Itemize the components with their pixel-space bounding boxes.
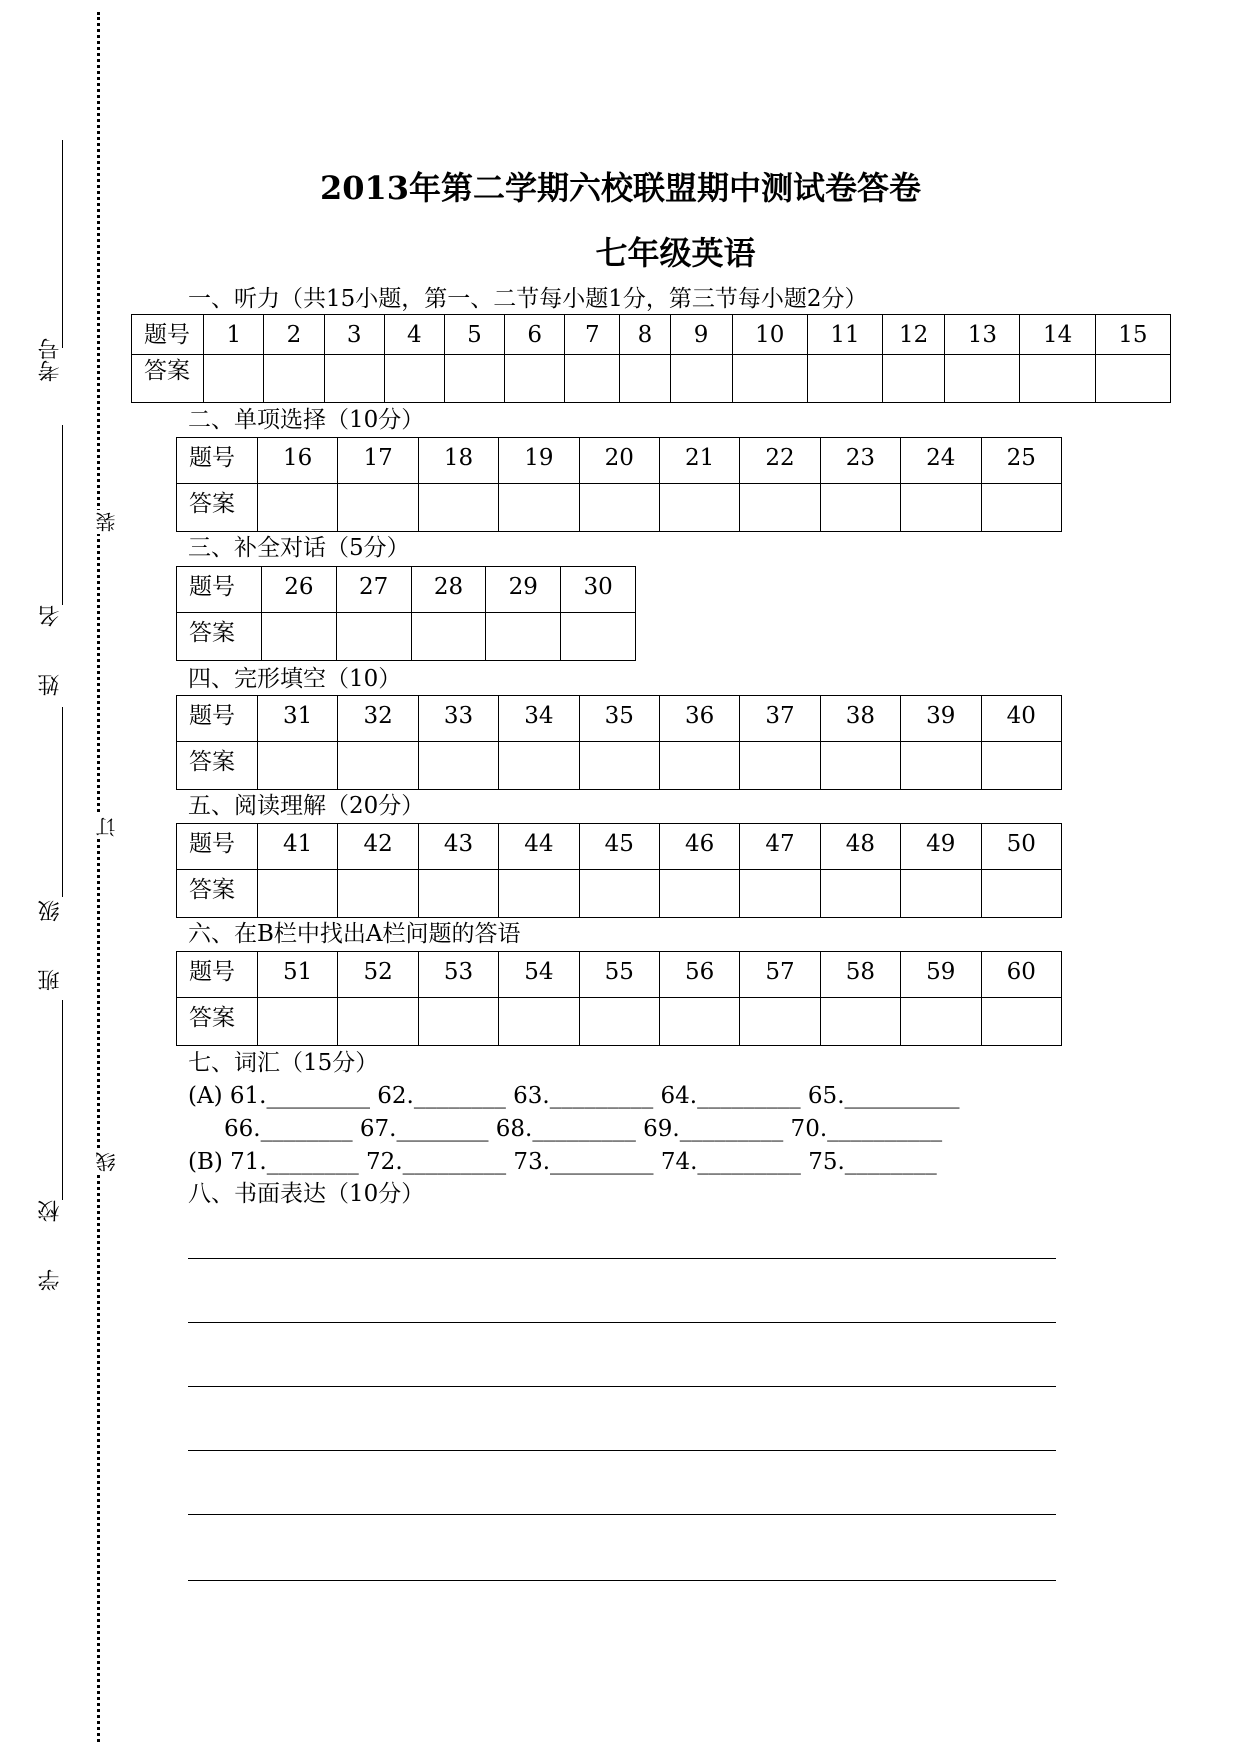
vocab-line-b: (B) 71.________ 72._________ 73._________ 74._________ 75.________ — [188, 1149, 937, 1175]
answer-cell[interactable] — [981, 484, 1061, 532]
answer-cell[interactable] — [659, 998, 739, 1046]
writing-line — [188, 1258, 1056, 1259]
question-number-cell: 10 — [732, 315, 807, 355]
answer-cell[interactable] — [505, 355, 565, 403]
answer-cell[interactable] — [264, 355, 324, 403]
section-1-number-row — [132, 315, 1171, 355]
section-3-number-row — [177, 567, 636, 613]
vocab-line-a2: 66.________ 67.________ 68._________ 69._________ 70.__________ — [224, 1116, 943, 1142]
answer-cell[interactable] — [1095, 355, 1170, 403]
answer-cell[interactable] — [620, 355, 670, 403]
question-number-cell: 41 — [258, 824, 338, 870]
question-number-cell: 14 — [1020, 315, 1095, 355]
answer-cell[interactable] — [338, 742, 418, 790]
question-number-cell: 48 — [820, 824, 900, 870]
answer-cell[interactable] — [561, 613, 636, 661]
section-2-heading: 二、单项选择（10分） — [188, 407, 425, 433]
class-line — [62, 707, 63, 897]
question-number-cell: 40 — [981, 696, 1061, 742]
question-number-cell: 9 — [670, 315, 732, 355]
question-number-cell: 52 — [338, 952, 418, 998]
section-2-number-row — [177, 438, 1062, 484]
answer-cell[interactable] — [262, 613, 337, 661]
question-number-label: 题号 — [177, 952, 258, 998]
answer-cell[interactable] — [1020, 355, 1095, 403]
answer-cell[interactable] — [579, 998, 659, 1046]
question-number-cell: 36 — [659, 696, 739, 742]
question-number-cell: 43 — [418, 824, 498, 870]
section-3-heading: 三、补全对话（5分） — [188, 535, 410, 561]
question-number-cell: 38 — [820, 696, 900, 742]
question-number-cell: 51 — [258, 952, 338, 998]
question-number-cell: 8 — [620, 315, 670, 355]
section-4-heading: 四、完形填空（10） — [188, 666, 402, 692]
question-number-cell: 2 — [264, 315, 324, 355]
answer-cell[interactable] — [418, 998, 498, 1046]
name-line — [62, 425, 63, 605]
question-number-cell: 20 — [579, 438, 659, 484]
writing-line — [188, 1450, 1056, 1451]
binding-mark-xian: 线 — [92, 1150, 121, 1174]
section-5-number-row — [177, 824, 1062, 870]
question-number-cell: 30 — [561, 567, 636, 613]
school-label: 学 校 — [38, 1180, 63, 1291]
answer-cell[interactable] — [384, 355, 444, 403]
section-2-answer-table — [176, 437, 1062, 532]
question-number-cell: 32 — [338, 696, 418, 742]
answer-cell[interactable] — [901, 998, 981, 1046]
answer-cell[interactable] — [324, 355, 384, 403]
answer-cell[interactable] — [807, 355, 882, 403]
answer-cell[interactable] — [820, 484, 900, 532]
question-number-label: 题号 — [177, 438, 258, 484]
section-5-answer-row — [177, 870, 1062, 918]
answer-cell[interactable] — [499, 998, 579, 1046]
answer-cell[interactable] — [338, 870, 418, 918]
answer-cell[interactable] — [981, 742, 1061, 790]
question-number-cell: 46 — [659, 824, 739, 870]
question-number-cell: 24 — [901, 438, 981, 484]
answer-cell[interactable] — [901, 484, 981, 532]
question-number-cell: 19 — [499, 438, 579, 484]
section-7-heading: 七、词汇（15分） — [188, 1050, 379, 1076]
question-number-cell: 35 — [579, 696, 659, 742]
writing-line — [188, 1580, 1056, 1581]
section-4-answer-row — [177, 742, 1062, 790]
answer-cell[interactable] — [901, 870, 981, 918]
section-6-answer-table — [176, 951, 1062, 1046]
question-number-cell: 50 — [981, 824, 1061, 870]
question-number-cell: 37 — [740, 696, 820, 742]
answer-cell[interactable] — [444, 355, 504, 403]
question-number-cell: 21 — [659, 438, 739, 484]
section-2-answer-row — [177, 484, 1062, 532]
question-number-cell: 53 — [418, 952, 498, 998]
question-number-cell: 11 — [807, 315, 882, 355]
answer-cell[interactable] — [258, 998, 338, 1046]
writing-line — [188, 1386, 1056, 1387]
question-number-label: 题号 — [177, 696, 258, 742]
answer-cell[interactable] — [740, 742, 820, 790]
page-subtitle: 七年级英语 — [595, 234, 756, 272]
answer-cell[interactable] — [740, 870, 820, 918]
question-number-cell: 39 — [901, 696, 981, 742]
answer-cell[interactable] — [981, 870, 1061, 918]
section-3-answer-row — [177, 613, 636, 661]
section-1-heading: 一、听力（共15小题，第一、二节每小题1分，第三节每小题2分） — [188, 286, 868, 312]
answer-cell[interactable] — [883, 355, 945, 403]
question-number-label: 题号 — [177, 824, 258, 870]
answer-label: 答案 — [177, 742, 258, 790]
question-number-cell: 42 — [338, 824, 418, 870]
answer-cell[interactable] — [204, 355, 264, 403]
answer-cell[interactable] — [486, 613, 561, 661]
writing-line — [188, 1322, 1056, 1323]
answer-cell[interactable] — [338, 484, 418, 532]
answer-label: 答案 — [177, 484, 258, 532]
question-number-cell: 25 — [981, 438, 1061, 484]
question-number-cell: 16 — [258, 438, 338, 484]
answer-cell[interactable] — [579, 870, 659, 918]
writing-line — [188, 1514, 1056, 1515]
question-number-cell: 26 — [262, 567, 337, 613]
answer-cell[interactable] — [418, 870, 498, 918]
question-number-cell: 23 — [820, 438, 900, 484]
answer-cell[interactable] — [338, 998, 418, 1046]
name-label: 姓 名 — [38, 585, 63, 696]
answer-cell[interactable] — [670, 355, 732, 403]
answer-cell[interactable] — [418, 742, 498, 790]
answer-cell[interactable] — [659, 870, 739, 918]
answer-cell[interactable] — [945, 355, 1020, 403]
question-number-cell: 31 — [258, 696, 338, 742]
page-title: 2013年第二学期六校联盟期中测试卷答卷 — [319, 169, 922, 207]
exam-number-label: 考号 — [38, 338, 63, 382]
question-number-cell: 7 — [565, 315, 620, 355]
answer-cell[interactable] — [659, 742, 739, 790]
question-number-cell: 56 — [659, 952, 739, 998]
answer-cell[interactable] — [740, 484, 820, 532]
section-5-answer-table — [176, 823, 1062, 918]
question-number-label: 题号 — [177, 567, 262, 613]
question-number-cell: 58 — [820, 952, 900, 998]
question-number-cell: 22 — [740, 438, 820, 484]
answer-label: 答案 — [177, 998, 258, 1046]
question-number-cell: 13 — [945, 315, 1020, 355]
answer-cell[interactable] — [579, 484, 659, 532]
section-5-heading: 五、阅读理解（20分） — [188, 793, 425, 819]
answer-cell[interactable] — [418, 484, 498, 532]
section-1-answer-table — [131, 314, 1171, 403]
question-number-cell: 12 — [883, 315, 945, 355]
school-line — [62, 1000, 63, 1200]
question-number-cell: 45 — [579, 824, 659, 870]
answer-label: 答案 — [177, 613, 262, 661]
answer-cell[interactable] — [499, 484, 579, 532]
question-number-cell: 3 — [324, 315, 384, 355]
question-number-cell: 18 — [418, 438, 498, 484]
answer-cell[interactable] — [411, 613, 486, 661]
answer-label: 答案 — [132, 355, 204, 403]
answer-label: 答案 — [177, 870, 258, 918]
question-number-cell: 55 — [579, 952, 659, 998]
answer-cell[interactable] — [732, 355, 807, 403]
answer-cell[interactable] — [901, 742, 981, 790]
section-4-answer-table — [176, 695, 1062, 790]
question-number-cell: 33 — [418, 696, 498, 742]
question-number-cell: 6 — [505, 315, 565, 355]
section-4-number-row — [177, 696, 1062, 742]
question-number-cell: 28 — [411, 567, 486, 613]
class-label: 班 级 — [38, 880, 63, 991]
section-3-answer-table — [176, 566, 636, 661]
question-number-cell: 17 — [338, 438, 418, 484]
answer-cell[interactable] — [981, 998, 1061, 1046]
section-6-heading: 六、在B栏中找出A栏问题的答语 — [188, 921, 521, 947]
answer-cell[interactable] — [336, 613, 411, 661]
question-number-cell: 15 — [1095, 315, 1170, 355]
answer-cell[interactable] — [579, 742, 659, 790]
binding-mark-zhuang: 装 — [92, 510, 121, 534]
question-number-cell: 1 — [204, 315, 264, 355]
question-number-cell: 49 — [901, 824, 981, 870]
question-number-cell: 60 — [981, 952, 1061, 998]
answer-cell[interactable] — [258, 870, 338, 918]
answer-cell[interactable] — [659, 484, 739, 532]
answer-cell[interactable] — [258, 484, 338, 532]
section-1-answer-row — [132, 355, 1171, 403]
answer-cell[interactable] — [820, 742, 900, 790]
question-number-cell: 27 — [336, 567, 411, 613]
question-number-cell: 4 — [384, 315, 444, 355]
answer-cell[interactable] — [820, 998, 900, 1046]
question-number-cell: 47 — [740, 824, 820, 870]
question-number-label: 题号 — [132, 315, 204, 355]
vocab-line-a: (A) 61._________ 62.________ 63._________ 64._________ 65.__________ — [188, 1083, 960, 1109]
question-number-cell: 54 — [499, 952, 579, 998]
binding-mark-ding: 订 — [92, 815, 121, 839]
answer-cell[interactable] — [499, 870, 579, 918]
answer-cell[interactable] — [820, 870, 900, 918]
section-6-number-row — [177, 952, 1062, 998]
answer-cell[interactable] — [499, 742, 579, 790]
question-number-cell: 5 — [444, 315, 504, 355]
section-6-answer-row — [177, 998, 1062, 1046]
question-number-cell: 59 — [901, 952, 981, 998]
question-number-cell: 29 — [486, 567, 561, 613]
question-number-cell: 44 — [499, 824, 579, 870]
section-8-heading: 八、书面表达（10分） — [188, 1181, 425, 1207]
question-number-cell: 34 — [499, 696, 579, 742]
question-number-cell: 57 — [740, 952, 820, 998]
answer-cell[interactable] — [740, 998, 820, 1046]
answer-cell[interactable] — [565, 355, 620, 403]
answer-cell[interactable] — [258, 742, 338, 790]
